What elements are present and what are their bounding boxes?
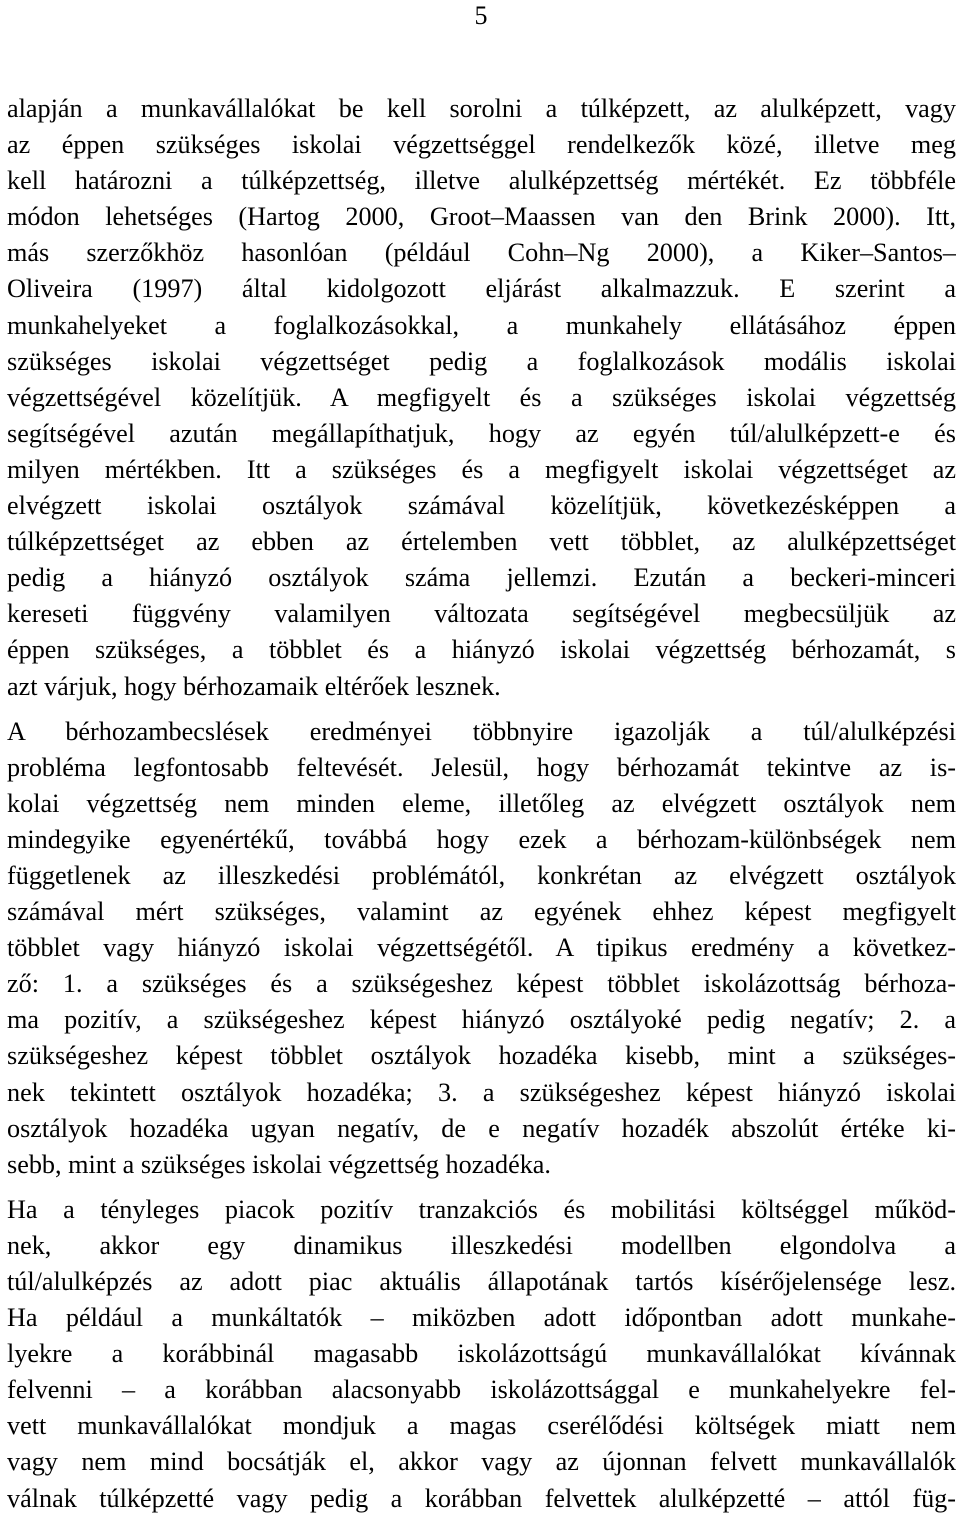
text-line: vagy nem mind bocsátják el, akkor vagy az újonnan felvett munkavállalók bbox=[7, 1447, 956, 1477]
text-line: vett munkavállalókat mondjuk a magas cserélődési költségek miatt nem bbox=[7, 1411, 956, 1441]
paragraph-1 bbox=[7, 91, 956, 705]
text-line: sebb, mint a szükséges iskolai végzettség hozadéka. bbox=[7, 1149, 551, 1179]
text-line: Oliveira (1997) által kidolgozott eljárást alkalmazzuk. E szerint a bbox=[7, 274, 956, 304]
paragraph-2 bbox=[7, 714, 956, 1183]
text-line: többlet vagy hiányzó iskolai végzettségétől. A tipikus eredmény a következ- bbox=[7, 933, 956, 963]
text-line: alapján a munkavállalókat be kell sorolni a túlképzett, az alulképzett, vagy bbox=[7, 94, 956, 123]
document-body bbox=[7, 91, 956, 1517]
text-line: szükségeshez képest többlet osztályok hozadéka kisebb, mint a szükséges- bbox=[7, 1041, 956, 1071]
text-line: éppen szükséges, a többlet és a hiányzó iskolai végzettség bérhozamát, s bbox=[7, 635, 956, 665]
text-line: azt várjuk, hogy bérhozamaik eltérőek lesznek. bbox=[7, 671, 501, 701]
text-line: végzettségével közelítjük. A megfigyelt és a szükséges iskolai végzettség bbox=[7, 382, 956, 412]
text-line: munkahelyeket a foglalkozásokkal, a munkahely ellátásához éppen bbox=[7, 310, 956, 340]
text-line: pedig a hiányzó osztályok száma jellemzi. Ezután a beckeri-minceri bbox=[7, 563, 956, 593]
text-line: más szerzőkhöz hasonlóan (például Cohn–Ng 2000), a Kiker–Santos– bbox=[7, 238, 956, 268]
text-line: Ha például a munkáltatók – miközben adott időpontban adott munkahe- bbox=[7, 1303, 956, 1333]
text-line: az éppen szükséges iskolai végzettséggel rendelkezők közé, illetve meg bbox=[7, 130, 956, 160]
text-line: A bérhozambecslések eredményei többnyire igazolják a túl/alulképzési bbox=[7, 716, 956, 746]
text-line: segítségével azután megállapíthatjuk, hogy az egyén túl/alulképzett-e és bbox=[7, 418, 956, 448]
text-line: elvégzett iskolai osztályok számával közelítjük, következésképpen a bbox=[7, 491, 956, 521]
text-line: túlképzettséget az ebben az értelemben vett többlet, az alulképzettséget bbox=[7, 527, 956, 557]
text-line: ma pozitív, a szükségeshez képest hiányzó osztályoké pedig negatív; 2. a bbox=[7, 1005, 956, 1035]
paragraph-gap bbox=[7, 705, 956, 714]
text-line: nek tekintett osztályok hozadéka; 3. a szükségeshez képest hiányzó iskolai bbox=[7, 1077, 956, 1107]
text-line: kereseti függvény valamilyen változata segítségével megbecsüljük az bbox=[7, 599, 956, 629]
text-line: módon lehetséges (Hartog 2000, Groot–Maassen van den Brink 2000). Itt, bbox=[7, 202, 956, 232]
text-line: túl/alulképzés az adott piac aktuális állapotának tartós kísérőjelensége lesz. bbox=[7, 1267, 956, 1296]
text-line: függetlenek az illeszkedési problémától, konkrétan az elvégzett osztályok bbox=[7, 860, 956, 890]
text-line: válnak túlképzetté vagy pedig a korábban felvettek alulképzetté – attól füg- bbox=[7, 1483, 956, 1513]
text-line: szükséges iskolai végzettséget pedig a foglalkozások modális iskolai bbox=[7, 346, 956, 376]
text-line: milyen mértékben. Itt a szükséges és a megfigyelt iskolai végzettséget az bbox=[7, 454, 956, 484]
text-line: felvenni – a korábban alacsonyabb iskolázottsággal e munkahelyekre fel- bbox=[7, 1375, 956, 1405]
text-line: mindegyike egyenértékű, továbbá hogy ezek a bérhozam-különbségek nem bbox=[7, 824, 956, 854]
text-line: kell határozni a túlképzettség, illetve alulképzettség mértékét. Ez többféle bbox=[7, 166, 956, 196]
paragraph-3 bbox=[7, 1192, 956, 1517]
page-number: 5 bbox=[474, 1, 488, 30]
text-line: kolai végzettség nem minden eleme, illetőleg az elvégzett osztályok nem bbox=[7, 788, 956, 818]
text-line: osztályok hozadéka ugyan negatív, de e negatív hozadék abszolút értéke ki- bbox=[7, 1113, 956, 1143]
paragraph-gap bbox=[7, 1183, 956, 1192]
text-line: probléma legfontosabb feltevését. Jelesül, hogy bérhozamát tekintve az is- bbox=[7, 752, 956, 782]
text-line: számával mért szükséges, valamint az egyének ehhez képest megfigyelt bbox=[7, 897, 956, 927]
text-line: ző: 1. a szükséges és a szükségeshez képest többlet iskolázottság bérhoza- bbox=[7, 969, 956, 999]
text-line: lyekre a korábbinál magasabb iskolázottságú munkavállalókat kívánnak bbox=[7, 1339, 956, 1369]
text-line: nek, akkor egy dinamikus illeszkedési modellben elgondolva a bbox=[7, 1230, 956, 1260]
text-line: Ha a tényleges piacok pozitív tranzakciós és mobilitási költséggel működ- bbox=[7, 1194, 956, 1224]
